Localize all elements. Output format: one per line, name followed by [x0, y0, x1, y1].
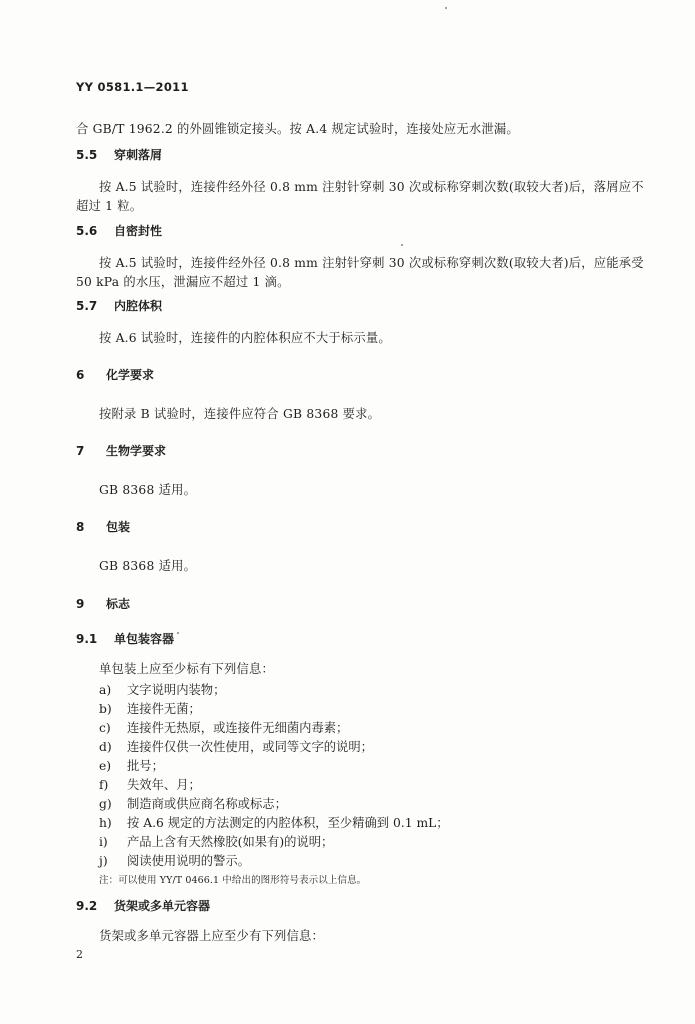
paragraph-8: GB 8368 适用。 [99, 559, 197, 573]
section-number: 7 [76, 444, 85, 458]
section-title: 单包装容器 [114, 632, 175, 646]
section-number: 9 [76, 597, 85, 611]
list-item: g) 制造商或供应商名称或标志； [99, 797, 287, 811]
section-heading-5-5 [76, 146, 162, 163]
paragraph-7: GB 8368 适用。 [99, 483, 197, 497]
paragraph-5-7: 按 A.6 试验时，连接件的内腔体积应不大于标示量。 [99, 331, 391, 345]
paragraph-5-6-line-1: 按 A.5 试验时，连接件经外径 0.8 mm 注射针穿刺 30 次或标称穿刺次数(取较大者)后，应能承受 [99, 256, 644, 270]
section-number: 6 [76, 368, 85, 382]
section-number: 9.2 [76, 899, 98, 913]
scan-speck [401, 244, 403, 246]
section-heading-9-2 [76, 897, 210, 914]
section-heading-5-6 [76, 222, 162, 239]
standard-code-header: YY 0581.1—2011 [76, 80, 189, 94]
scan-speck [177, 632, 179, 634]
paragraph-9-1: 单包装上应至少标有下列信息： [99, 662, 274, 676]
section-number: 5.5 [76, 148, 98, 162]
section-number: 8 [76, 520, 85, 534]
list-item: a) 文字说明内装物； [99, 683, 226, 697]
list-item: d) 连接件仅供一次性使用，或同等文字的说明； [99, 740, 373, 754]
paragraph-5-5-line-1: 按 A.5 试验时，连接件经外径 0.8 mm 注射针穿刺 30 次或标称穿刺次数(取较大者)后，落屑应不 [99, 180, 644, 194]
list-item: b) 连接件无菌； [99, 702, 201, 716]
section-title: 穿刺落屑 [114, 148, 163, 162]
section-title: 标志 [106, 597, 131, 611]
section-heading-8 [76, 518, 130, 535]
paragraph-6: 按附录 B 试验时，连接件应符合 GB 8368 要求。 [99, 407, 381, 421]
section-number: 5.6 [76, 224, 98, 238]
page-number: 2 [76, 948, 83, 961]
section-title: 包装 [106, 520, 131, 534]
section-heading-5-7 [76, 297, 162, 314]
list-item: j) 阅读使用说明的警示。 [99, 854, 250, 868]
paragraph-5-5-line-2: 超过 1 粒。 [76, 199, 143, 213]
paragraph-5-6-line-2: 50 kPa 的水压，泄漏应不超过 1 滴。 [76, 275, 290, 289]
section-title: 生物学要求 [106, 444, 167, 458]
list-item: i) 产品上含有天然橡胶(如果有)的说明； [99, 835, 334, 849]
list-item: h) 按 A.6 规定的方法测定的内腔体积，至少精确到 0.1 mL； [99, 816, 449, 830]
section-title: 货架或多单元容器 [114, 899, 211, 913]
list-item: c) 连接件无热原，或连接件无细菌内毒素； [99, 721, 349, 735]
section-heading-6 [76, 366, 154, 383]
section-number: 9.1 [76, 632, 98, 646]
section-heading-9-1 [76, 630, 174, 647]
scan-speck [445, 7, 447, 9]
section-title: 自密封性 [114, 224, 163, 238]
note-text: 注：可以使用 YY/T 0466.1 中给出的图形符号表示以上信息。 [99, 875, 367, 886]
section-heading-7 [76, 442, 166, 459]
list-item: f) 失效年、月； [99, 778, 201, 792]
list-item: e) 批号； [99, 759, 164, 773]
section-title: 内腔体积 [114, 299, 163, 313]
section-title: 化学要求 [106, 368, 155, 382]
intro-paragraph: 合 GB/T 1962.2 的外圆锥锁定接头。按 A.4 规定试验时，连接处应无水泄漏。 [76, 122, 519, 136]
paragraph-9-2: 货架或多单元容器上应至少有下列信息： [99, 929, 324, 943]
section-heading-9 [76, 595, 130, 612]
section-number: 5.7 [76, 299, 98, 313]
